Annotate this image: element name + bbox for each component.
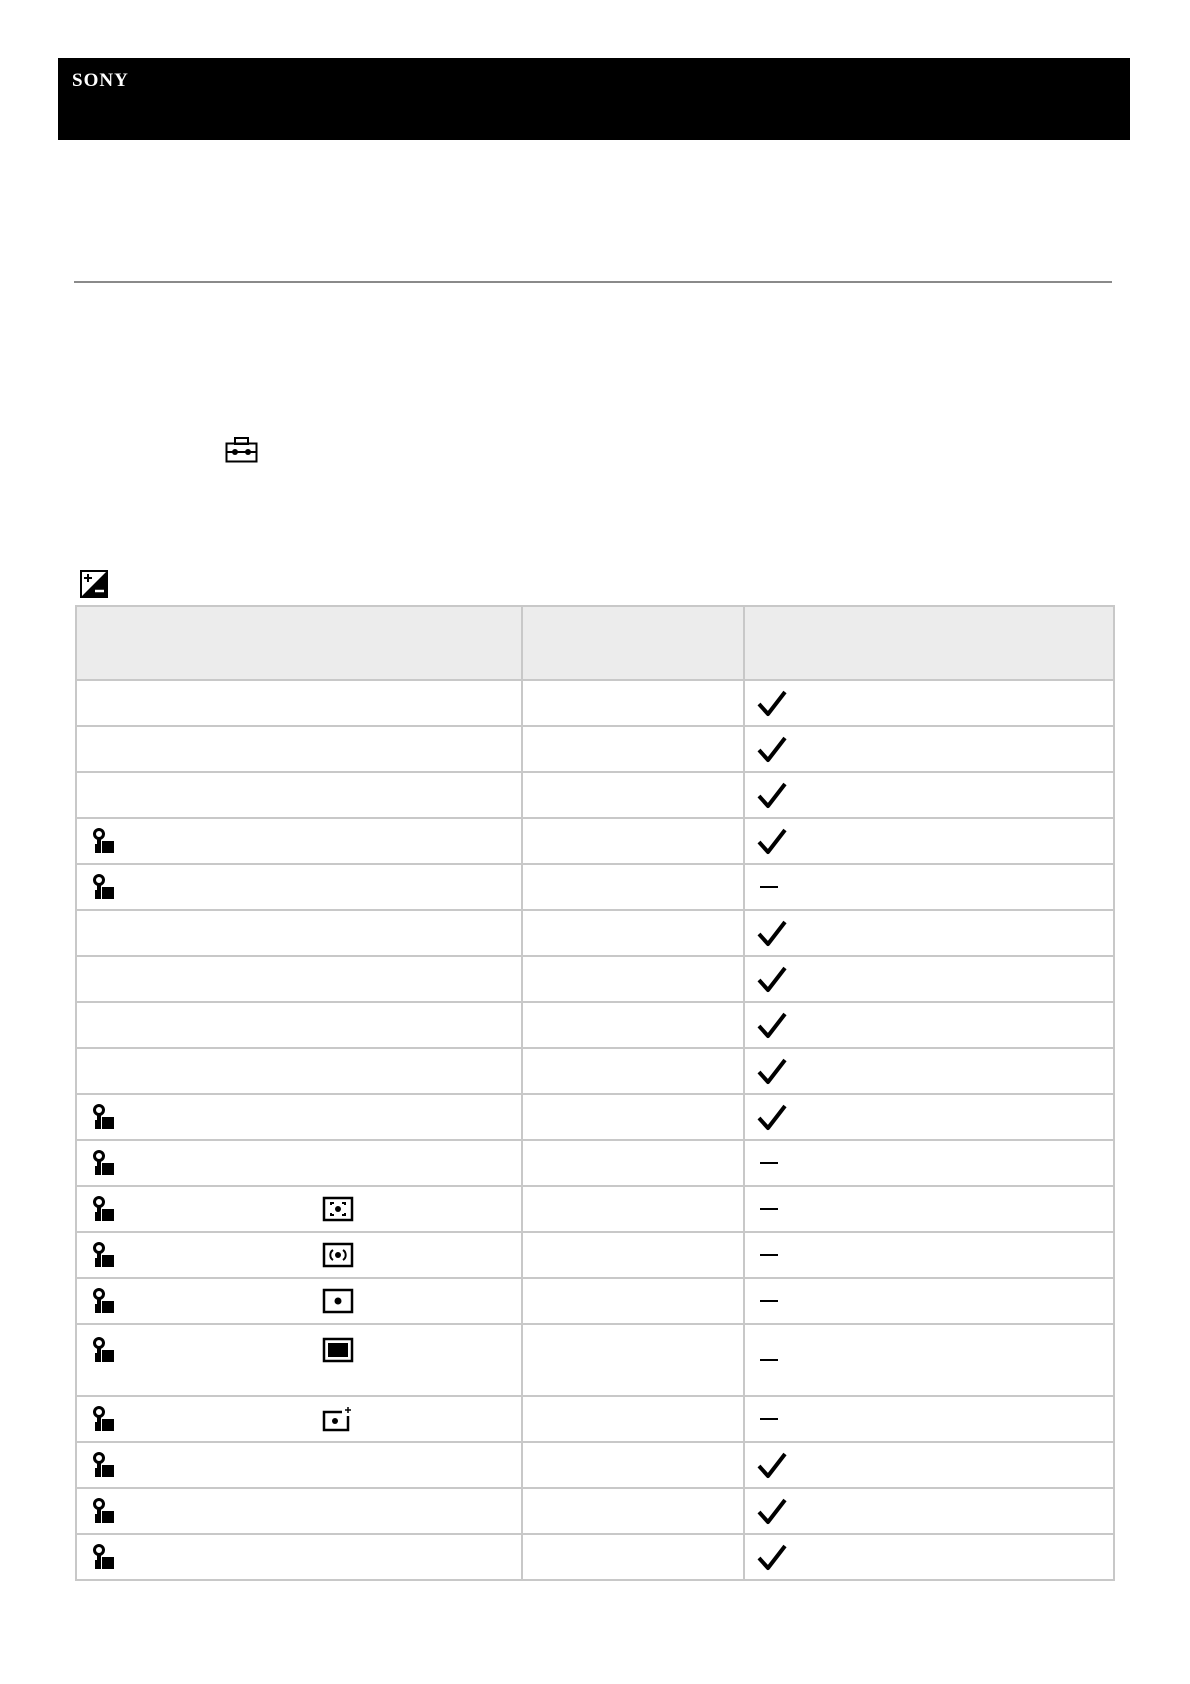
availability-cell <box>744 818 1114 864</box>
setting-name-cell <box>76 1048 522 1094</box>
shooting-mode-icon <box>91 1544 115 1570</box>
value-cell <box>522 1094 744 1140</box>
availability-cell <box>744 864 1114 910</box>
shooting-mode-icon <box>91 1104 115 1130</box>
value-cell <box>522 1048 744 1094</box>
check-icon <box>757 1543 787 1571</box>
availability-cell <box>744 1442 1114 1488</box>
availability-cell <box>744 956 1114 1002</box>
value-cell <box>522 1002 744 1048</box>
table-header-row <box>76 606 1114 680</box>
availability-cell <box>744 1278 1114 1324</box>
table-row <box>76 1488 1114 1534</box>
shooting-mode-icon <box>91 1406 115 1432</box>
availability-cell <box>744 726 1114 772</box>
availability-cell <box>744 910 1114 956</box>
availability-cell <box>744 1396 1114 1442</box>
setting-name-cell <box>76 1324 522 1396</box>
table-row <box>76 1232 1114 1278</box>
value-cell <box>522 1396 744 1442</box>
multi-metering-icon <box>322 1196 354 1222</box>
table-row <box>76 956 1114 1002</box>
dash-icon <box>760 1254 778 1256</box>
table-row <box>76 1396 1114 1442</box>
toolbox-icon <box>225 437 258 463</box>
availability-cell <box>744 1002 1114 1048</box>
value-cell <box>522 864 744 910</box>
setting-name-cell <box>76 864 522 910</box>
check-icon <box>757 1497 787 1525</box>
dash-icon <box>760 1418 778 1420</box>
availability-cell <box>744 1094 1114 1140</box>
setting-name-cell <box>76 910 522 956</box>
check-icon <box>757 735 787 763</box>
value-cell <box>522 1278 744 1324</box>
shooting-mode-icon <box>91 1242 115 1268</box>
header-bar <box>58 58 1130 140</box>
title-divider <box>74 281 1112 283</box>
value-cell <box>522 910 744 956</box>
shooting-mode-icon <box>91 1196 115 1222</box>
value-cell <box>522 1186 744 1232</box>
check-icon <box>757 689 787 717</box>
value-cell <box>522 772 744 818</box>
table-row <box>76 1442 1114 1488</box>
setting-name-cell <box>76 1442 522 1488</box>
setting-name-cell <box>76 1232 522 1278</box>
shooting-mode-icon <box>91 1452 115 1478</box>
shooting-mode-icon <box>91 828 115 854</box>
table-row <box>76 910 1114 956</box>
table-row <box>76 680 1114 726</box>
center-metering-icon <box>322 1242 354 1268</box>
value-cell <box>522 1232 744 1278</box>
availability-cell <box>744 1534 1114 1580</box>
header-cell <box>522 606 744 680</box>
value-cell <box>522 956 744 1002</box>
setting-name-cell <box>76 1186 522 1232</box>
table-row <box>76 864 1114 910</box>
value-cell <box>522 1488 744 1534</box>
check-icon <box>757 1451 787 1479</box>
dash-icon <box>760 1300 778 1302</box>
table-row <box>76 818 1114 864</box>
brand-logo: SONY <box>72 70 129 91</box>
table-row <box>76 726 1114 772</box>
availability-cell <box>744 1488 1114 1534</box>
check-icon <box>757 827 787 855</box>
spot-metering-icon <box>322 1288 354 1314</box>
header-cell <box>76 606 522 680</box>
highlight-metering-icon <box>322 1406 354 1432</box>
availability-cell <box>744 680 1114 726</box>
value-cell <box>522 680 744 726</box>
table-row <box>76 1140 1114 1186</box>
check-icon <box>757 1103 787 1131</box>
value-cell <box>522 1324 744 1396</box>
entire-screen-average-icon <box>322 1337 354 1363</box>
table-row <box>76 1048 1114 1094</box>
setting-name-cell <box>76 1278 522 1324</box>
check-icon <box>757 919 787 947</box>
value-cell <box>522 1534 744 1580</box>
availability-cell <box>744 1232 1114 1278</box>
setting-name-cell <box>76 726 522 772</box>
availability-cell <box>744 1140 1114 1186</box>
table-row <box>76 1094 1114 1140</box>
value-cell <box>522 726 744 772</box>
setting-name-cell <box>76 772 522 818</box>
check-icon <box>757 781 787 809</box>
table-row <box>76 1534 1114 1580</box>
exposure-compensation-icon <box>80 570 108 598</box>
availability-cell <box>744 1324 1114 1396</box>
table-row <box>76 1002 1114 1048</box>
setting-name-cell <box>76 1094 522 1140</box>
value-cell <box>522 1442 744 1488</box>
setting-name-cell <box>76 1002 522 1048</box>
setting-name-cell <box>76 956 522 1002</box>
check-icon <box>757 1011 787 1039</box>
setting-name-cell <box>76 818 522 864</box>
table-row <box>76 1324 1114 1396</box>
shooting-mode-icon <box>91 874 115 900</box>
setting-name-cell <box>76 680 522 726</box>
table-row <box>76 1186 1114 1232</box>
dash-icon <box>760 886 778 888</box>
dash-icon <box>760 1208 778 1210</box>
dash-icon <box>760 1162 778 1164</box>
shooting-mode-icon <box>91 1337 115 1363</box>
shooting-mode-icon <box>91 1498 115 1524</box>
setting-name-cell <box>76 1140 522 1186</box>
availability-cell <box>744 1048 1114 1094</box>
setting-name-cell <box>76 1488 522 1534</box>
value-cell <box>522 818 744 864</box>
setting-name-cell <box>76 1396 522 1442</box>
shooting-mode-icon <box>91 1150 115 1176</box>
settings-table <box>75 605 1115 1581</box>
header-cell <box>744 606 1114 680</box>
check-icon <box>757 1057 787 1085</box>
check-icon <box>757 965 787 993</box>
shooting-mode-icon <box>91 1288 115 1314</box>
setting-name-cell <box>76 1534 522 1580</box>
availability-cell <box>744 1186 1114 1232</box>
availability-cell <box>744 772 1114 818</box>
value-cell <box>522 1140 744 1186</box>
table-row <box>76 1278 1114 1324</box>
dash-icon <box>760 1359 778 1361</box>
table-row <box>76 772 1114 818</box>
